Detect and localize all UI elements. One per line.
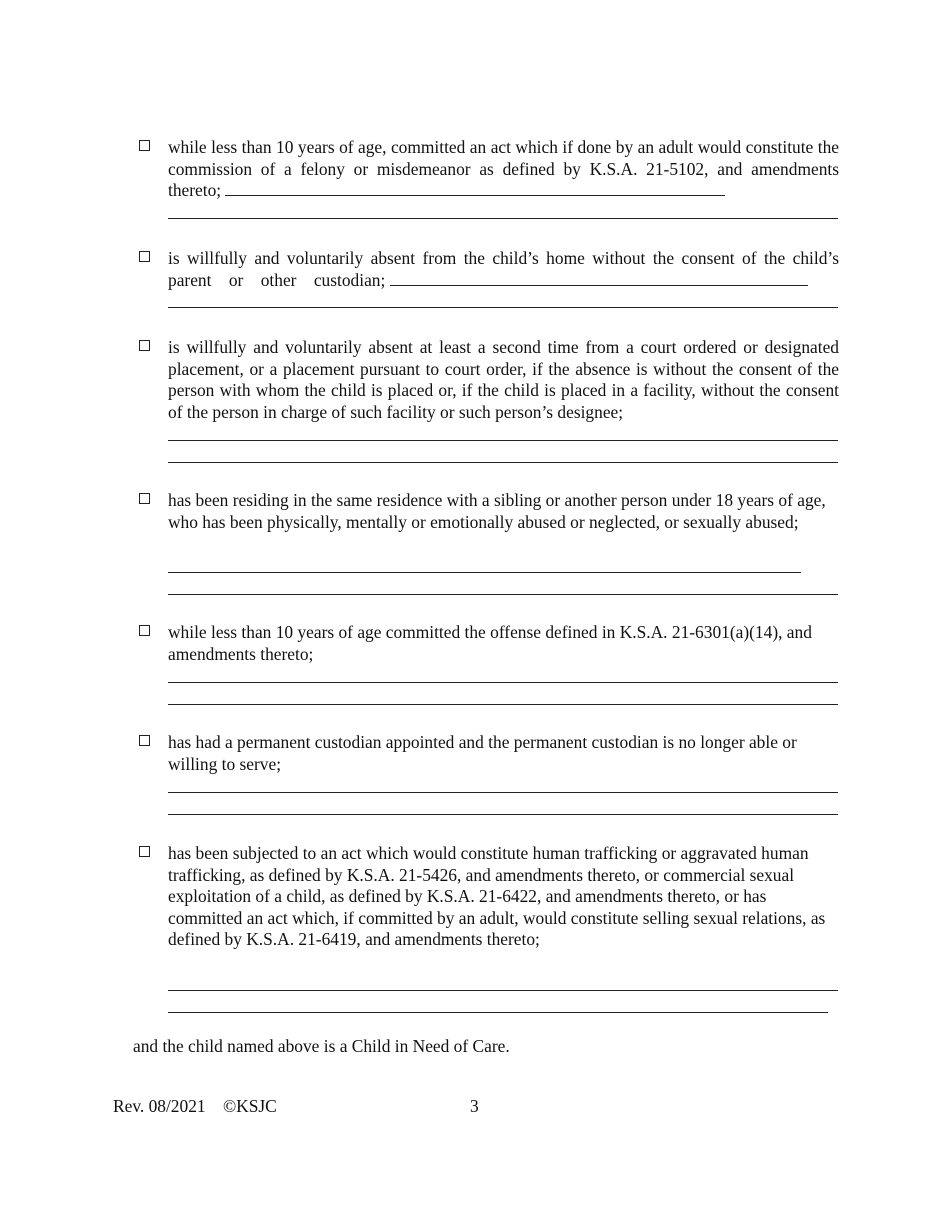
allegation-text-2: is willfully and voluntarily absent from the child’s home without the consent of the child’s parent or other custodian;: [168, 248, 839, 290]
allegation-text-3: is willfully and voluntarily absent at least a second time from a court ordered or designated placement, or a placement pursuant to court order, if the absence is without the consent of the person with whom the child is placed or, if the child is placed in a facility, without the consent of the person in charge of such facility or such person’s designee;: [168, 337, 839, 422]
fill-line[interactable]: [390, 270, 808, 286]
fill-line[interactable]: [168, 704, 838, 705]
allegation-text-5: while less than 10 years of age committed the offense defined in K.S.A. 21-6301(a)(14), and amendments thereto;: [168, 622, 812, 664]
fill-line[interactable]: [225, 180, 725, 196]
fill-line[interactable]: [168, 307, 838, 308]
allegation-text-4: has been residing in the same residence with a sibling or another person under 18 years of age, who has been physically, mentally or emotionally abused or neglected, or sexually abused;: [168, 490, 826, 532]
allegation-checkbox-1[interactable]: [139, 140, 150, 151]
allegation-text-1: while less than 10 years of age, committed an act which if done by an adult would constitute the commission of a felony or misdemeanor as defined by K.S.A. 21-5102, and amendments thereto;: [168, 137, 839, 201]
allegation-item-2: [139, 248, 839, 291]
fill-line[interactable]: [168, 440, 838, 441]
fill-line[interactable]: [168, 572, 801, 573]
fill-line[interactable]: [168, 1012, 828, 1013]
fill-line[interactable]: [168, 990, 838, 991]
closing-statement: and the child named above is a Child in Need of Care.: [133, 1036, 510, 1056]
allegation-item-6: [139, 732, 839, 775]
allegation-checkbox-5[interactable]: [139, 625, 150, 636]
allegation-checkbox-4[interactable]: [139, 493, 150, 504]
fill-line[interactable]: [168, 218, 838, 219]
allegation-item-4: [139, 490, 839, 533]
allegation-checkbox-3[interactable]: [139, 340, 150, 351]
fill-line[interactable]: [168, 594, 838, 595]
fill-line[interactable]: [168, 462, 838, 463]
allegation-item-5: [139, 622, 839, 665]
allegation-text-7: has been subjected to an act which would constitute human trafficking or aggravated human trafficking, as defined by K.S.A. 21-5426, and amendments thereto, or commercial sexual exploitation of a child, as defined by K.S.A. 21-6422, and amendments thereto, or has committed an act which, if committed by an adult, would constitute selling sexual relations, as defined by K.S.A. 21-6419, and amendments thereto;: [168, 843, 826, 950]
allegation-item-1: [139, 137, 839, 202]
allegation-item-3: [139, 337, 839, 423]
revision-footer: Rev. 08/2021 ©KSJC: [113, 1096, 277, 1116]
allegation-item-7: [139, 843, 839, 951]
page-number: 3: [470, 1096, 479, 1116]
allegation-checkbox-7[interactable]: [139, 846, 150, 857]
fill-line[interactable]: [168, 682, 838, 683]
allegation-checkbox-6[interactable]: [139, 735, 150, 746]
fill-line[interactable]: [168, 814, 838, 815]
allegation-checkbox-2[interactable]: [139, 251, 150, 262]
allegation-text-6: has had a permanent custodian appointed and the permanent custodian is no longer able or willing to serve;: [168, 732, 797, 774]
fill-line[interactable]: [168, 792, 838, 793]
